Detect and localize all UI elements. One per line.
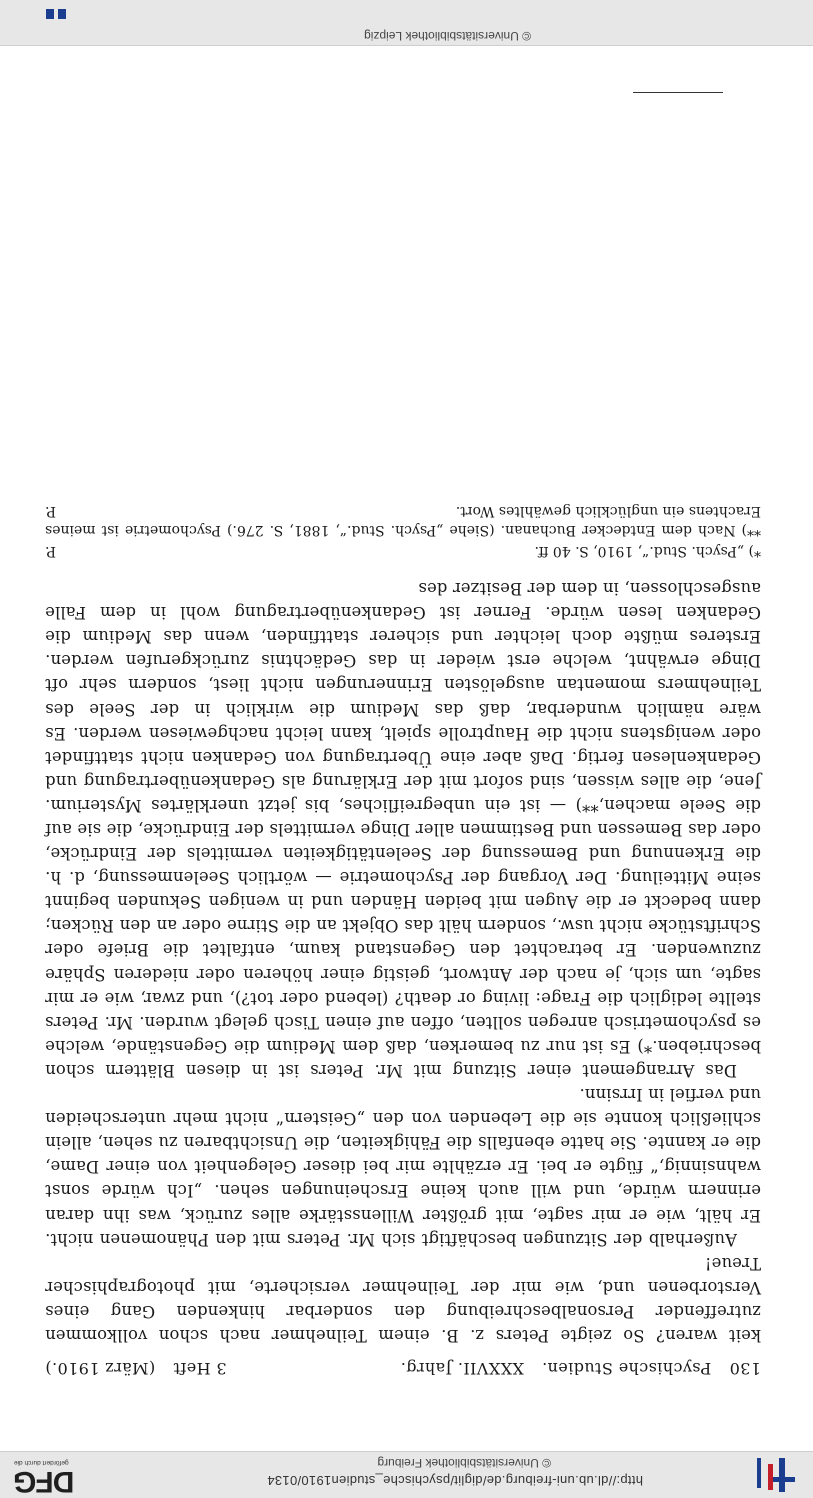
footnote bbox=[45, 501, 761, 539]
footnote-sign: P. bbox=[45, 503, 57, 519]
paragraph: Außerhalb der Sitzungen beschäftigt sich Mr. Peters mit den Phänomenen nicht. Er hält, wie er mir sagte, mit größter Willensstärke alles zurück, was ihn daran erinnern würde, und will auch keine Erscheinungen sehen. „Ich würde sonst wahnsinnig,“ fügte er bei. Er erzählte mir bei dieser Gelegenheit von einer Dame, die er kannte. Sie hatte ebenfalls die Fähigkeiten, die Unsichtbaren zu sehen, allein schließlich konnte sie die Lebenden von den „Geistern“ nicht mehr unterscheiden und verfiel in Irrsinn. bbox=[45, 1085, 761, 1249]
footnote-text: *) „Psych. Stud.“, 1910, S. 40 ff. bbox=[534, 543, 761, 559]
copyright-freiburg: © Universitätsbibliothek Freiburg bbox=[377, 1456, 551, 1470]
divider bbox=[633, 92, 723, 93]
footnote bbox=[45, 541, 761, 560]
dfg-caption: gefördert durch die bbox=[14, 1459, 69, 1466]
page-number: 130 bbox=[729, 1359, 761, 1378]
paragraph: keit waren? So zeigte Peters z. B. einem Teilnehmer nach schon vollkommen zutreffender Personalbeschreibung den sonderbar hinkenden Gang eines Verstorbenen und, wie mir der Teilnehmer versicherte, mit photographischer Treue! bbox=[45, 1253, 761, 1345]
footnote-text: **) Nach dem Entdecker Buchanan. (Siehe „Psych. Stud.“, 1881, S. 276.) Psychometrie ist meines Erachtens ein unglücklich gewähltes Wort. bbox=[45, 503, 761, 538]
library-logo-icon bbox=[743, 1458, 803, 1494]
article-body bbox=[45, 576, 761, 1347]
dfg-logo-text: DFG bbox=[14, 1465, 75, 1498]
volume-label: XXXVII. Jahrg. bbox=[400, 1359, 524, 1378]
running-header bbox=[45, 1359, 761, 1378]
footnotes bbox=[45, 501, 761, 560]
dfg-logo bbox=[14, 1456, 88, 1496]
source-url-link[interactable]: http://dl.ub.uni-freiburg.de/diglit/psychische_studien1910/0134 bbox=[267, 1473, 643, 1488]
issue-date: (März 1910.) bbox=[45, 1359, 156, 1378]
scanned-page bbox=[45, 98, 761, 1378]
copyright-leipzig: © Universitätsbibliothek Leipzig bbox=[364, 29, 531, 43]
viewer-top-bar bbox=[0, 1451, 813, 1498]
paragraph: Das Arrangement einer Sitzung mit Mr. Peters ist in diesen Blättern schon beschrieben.*) Es ist nur zu bemerken, daß dem Medium die Gegenstände, welche es psychometrisch anregen sollten, offen auf einen Tisch gelegt wurden. Mr. Peters stellte lediglich die Frage: living or death? (lebend oder tot?), und zwar, wie er mir sagte, um sich, je nach der Antwort, geistig einer höheren oder niederen Sphäre zuzuwenden. Er betrachtet den Gegenstand kaum, entfaltet die Briefe oder Schriftstücke nicht usw., sondern hält das Objekt an die Stirne oder an den Rücken; dann bedeckt er die Augen mit beiden Händen und in wenigen Sekunden beginnt seine Mitteilung. Der Vorgang der Psychometrie — wörtlich Seelenmessung, d. h. die Erkennung und Bemessung der Seelentätigkeiten vermittels der Eindrücke, oder das Bemessen und Bestimmen aller Dinge vermittels der Eindrücke, die sie auf die Seele machen,**) — ist ein unbegreifliches, bis jetzt unerklärtes Mysterium. Jene, die alles wissen, sind sofort mit der Erklärung als Gedankenübertragung und Gedankenlesen fertig. Daß aber eine Übertragung von Gedanken nicht stattfindet oder wenigstens nicht die Hauptrolle spielt, kann leicht nachgewiesen werden. Es wäre nämlich wunderbar, daß das Medium die wirklich in der Seele des Teilnehmers momentan ausgelösten Erinnerungen nicht liest, sondern sehr oft Dinge erwähnt, welche erst wieder in das Gedächtnis zurückgerufen werden. Ersteres müßte doch leichter und sicherer stattfinden, wenn das Medium die Gedanken lesen würde. Ferner ist Gedankenübertragung wohl in dem Falle ausgeschlossen, in dem der Besitzer des bbox=[45, 579, 761, 1080]
library-small-logo-icon bbox=[40, 5, 70, 41]
viewer-bottom-bar bbox=[0, 0, 813, 46]
journal-title: Psychische Studien. bbox=[541, 1359, 712, 1378]
issue-label: 3 Heft bbox=[173, 1359, 227, 1378]
footnote-sign: P. bbox=[45, 543, 57, 559]
